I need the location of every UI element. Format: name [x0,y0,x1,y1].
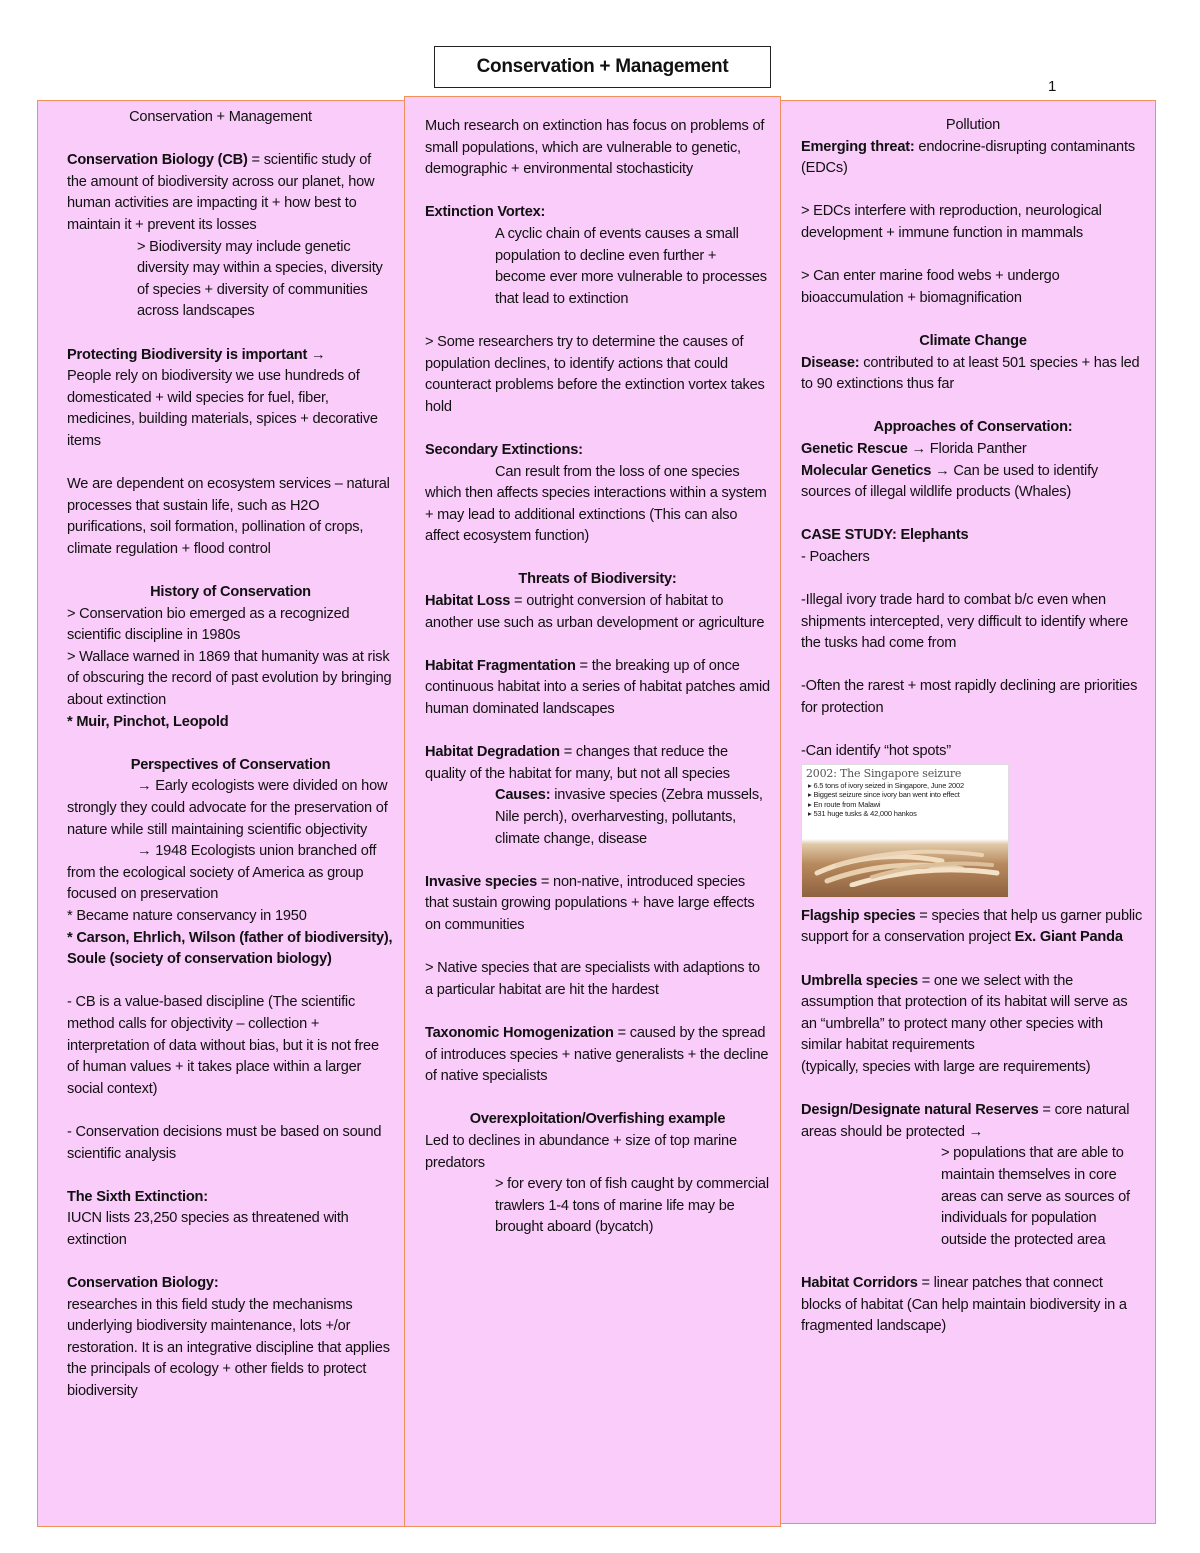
definition-text: Florida Panther [925,440,1027,457]
definition [425,872,770,937]
definition-cb [67,150,394,236]
image-bullet: ▸ Biggest seizure since ivory ban went into effect [808,790,960,800]
term: Molecular Genetics → [801,462,950,479]
ivory-seizure-image [801,764,1009,898]
section-heading: Overexploitation/Overfishing example [469,1111,726,1128]
term: Disease: [801,354,860,371]
section-heading: Approaches of Conservation: [873,419,1073,436]
image-title: 2002: The Singapore seizure [806,766,962,780]
paragraph: > Conservation bio emerged as a recognized scientific discipline in 1980s [67,605,350,644]
definition-text: = changes that reduce the quality of the habitat for many, but not all species [425,744,730,782]
definition-text: = core natural areas should be protected → [801,1102,1130,1140]
definition [801,1100,1145,1143]
definition-text: = caused by the spread of introduces species + native generalists + the decline of native specialists [425,1024,769,1085]
paragraph: - Poachers [801,548,870,565]
paragraph: - CB is a value-based discipline (The scientific method calls for objectivity – collection + interpretation of data without bias, but it is not free of human values + it takes place within a larger social context) [67,994,379,1097]
definition [425,656,770,721]
subheading: Conservation Biology: [67,1275,219,1292]
definition [425,591,770,634]
subheading: CASE STUDY: Elephants [801,527,969,544]
paragraph: Can result from the loss of one species which then affects species interactions within a system + may lead to additional extinctions (This can also affect ecosystem function) [425,463,767,545]
definition-text: = the breaking up of once continuous habitat into a series of habitat patches amid human dominated landscapes [425,657,770,718]
definition-text: = linear patches that connect blocks of habitat (Can help maintain biodiversity in a fragmented landscape) [801,1274,1127,1335]
paragraph: We are dependent on ecosystem services – natural processes that sustain life, such as H2O purifications, soil formation, pollination of crops, climate regulation + flood control [67,476,390,557]
definition [801,1273,1145,1338]
section-heading: Climate Change [919,332,1027,349]
paragraph: * Carson, Ehrlich, Wilson (father of biodiversity), Soule (society of conservation biology) [67,929,393,968]
column-2 [404,96,781,1527]
paragraph: → 1948 Ecologists union branched off from the ecological society of America as group focused on preservation [67,843,377,903]
paragraph: (typically, species with large are requirements) [801,1058,1091,1075]
term: Emerging threat: [801,138,915,155]
definition-text: contributed to at least 501 species + has led to 90 extinctions thus far [801,354,1140,393]
note: > Biodiversity may include genetic diversity may within a species, diversity of species + diversity of communities across landscapes [137,238,383,320]
term: Taxonomic Homogenization [425,1024,614,1041]
page-title: Conservation + Management [434,46,771,88]
subheading: Protecting Biodiversity is important → [67,346,326,363]
term: Causes: [495,787,551,804]
term: Flagship species [801,907,916,924]
example: Ex. Giant Panda [1014,929,1123,946]
subheading: The Sixth Extinction: [67,1188,208,1205]
subheading: Extinction Vortex: [425,204,546,221]
paragraph: -Often the rarest + most rapidly declining are priorities for protection [801,678,1138,717]
image-bullet: ▸ 531 huge tusks & 42,000 hankos [808,809,917,819]
section-heading: Pollution [945,117,1001,133]
paragraph: -Can identify “hot spots” [801,743,951,760]
paragraph: IUCN lists 23,250 species as threatened with extinction [67,1210,349,1248]
definition [801,439,1145,461]
paragraph: - Conservation decisions must be based on sound scientific analysis [67,1123,382,1162]
paragraph: > Wallace warned in 1869 that humanity was at risk of obscuring the record of past evolution by bringing about extinction [67,648,392,709]
page-number: 1 [1048,78,1057,95]
section-heading: Conservation + Management [129,109,312,125]
definition [425,1023,770,1088]
paragraph: > Native species that are specialists with adaptions to a particular habitat are hit the hardest [425,960,760,998]
definition-text: = outright conversion of habitat to another use such as urban development or agriculture [425,593,765,631]
definition [801,137,1145,180]
definition-text: endocrine-disrupting contaminants (EDCs) [801,138,1135,177]
definition-text: invasive species (Zebra mussels, Nile perch), overharvesting, pollutants, climate change, disease [495,787,763,847]
note: > populations that are able to maintain themselves in core areas can serve as sources of individuals for population outside the protected area [941,1145,1130,1248]
paragraph: Much research on extinction has focus on problems of small populations, which are vulnerable to genetic, demographic + environmental stochasticity [425,118,765,178]
column-1 [37,100,405,1527]
term: Design/Designate natural Reserves [801,1102,1039,1119]
paragraph: → Early ecologists were divided on how strongly they could advocate for the preservation of nature while still maintaining scientific objectivity [67,778,388,838]
term: Habitat Degradation [425,744,560,761]
definition [801,461,1145,504]
term: Conservation Biology (CB) [67,152,248,169]
paragraph: * Muir, Pinchot, Leopold [67,713,229,730]
ivory-tusks-illustration [812,843,1002,887]
term: Habitat Loss [425,593,511,610]
paragraph: > Some researchers try to determine the causes of population declines, to identify actions that could counteract problems before the extinction vortex takes hold [425,333,765,415]
definition-text: Can be used to identify sources of illegal wildlife products (Whales) [801,462,1099,501]
paragraph: researches in this field study the mechanisms underlying biodiversity maintenance, lots +/or restoration. It is an integrative discipline that applies the principals of ecology + other fields to protect biodiversity [67,1296,390,1400]
definition [801,353,1145,396]
image-bullet-text: En route from Malawi [813,799,881,809]
image-bullet-text: 6.5 tons of ivory seized in Singapore, June 2002 [813,780,964,790]
definition-text: = one we select with the assumption that protection of its habitat will serve as an “umbrella” to protect many other species with similar habitat requirements [801,972,1128,1054]
paragraph: > EDCs interfere with reproduction, neurological development + immune function in mammals [801,203,1102,241]
term: Habitat Fragmentation [425,657,576,674]
definition-text: = species that help us garner public support for a conservation project [801,907,1143,946]
paragraph: Led to declines in abundance + size of top marine predators [425,1132,737,1171]
term: Umbrella species [801,972,918,989]
paragraph: -Illegal ivory trade hard to combat b/c even when shipments intercepted, very difficult to identify where the tusks had come from [801,592,1128,652]
paragraph: > Can enter marine food webs + undergo bioaccumulation + biomagnification [801,268,1060,306]
image-bullet-text: 531 huge tusks & 42,000 hankos [813,809,917,819]
definition [801,971,1145,1057]
definition-text: = scientific study of the amount of biodiversity across our planet, how human activities are impacting it + how best to maintain it + prevent its losses [67,152,375,233]
image-bullet-text: Biggest seizure since ivory ban went into effect [813,790,960,800]
subheading: Secondary Extinctions: [425,441,583,458]
definition [425,742,770,785]
section-heading: Threats of Biodiversity: [518,571,677,588]
term: Invasive species [425,873,538,890]
definition [801,906,1145,949]
column-3 [780,100,1156,1524]
definition-text: = non-native, introduced species that sustain growing populations + have large effects on communities [425,873,755,933]
section-heading: History of Conservation [150,584,311,601]
paragraph: * Became nature conservancy in 1950 [67,907,307,924]
paragraph: People rely on biodiversity we use hundreds of domesticated + wild species for fuel, fiber, medicines, building materials, spices + decorative items [67,368,378,449]
term: Habitat Corridors [801,1274,918,1291]
section-heading: Perspectives of Conservation [130,756,331,773]
definition [425,785,770,850]
note: > for every ton of fish caught by commercial trawlers 1-4 tons of marine life may be brought aboard (bycatch) [495,1176,769,1236]
image-bullet: ▸ En route from Malawi [808,799,881,809]
image-bullet: ▸ 6.5 tons of ivory seized in Singapore, June 2002 [808,780,964,790]
term: Genetic Rescue → [801,440,926,457]
paragraph: A cyclic chain of events causes a small population to decline even further + become ever more vulnerable to processes that lead to extinction [495,225,767,307]
